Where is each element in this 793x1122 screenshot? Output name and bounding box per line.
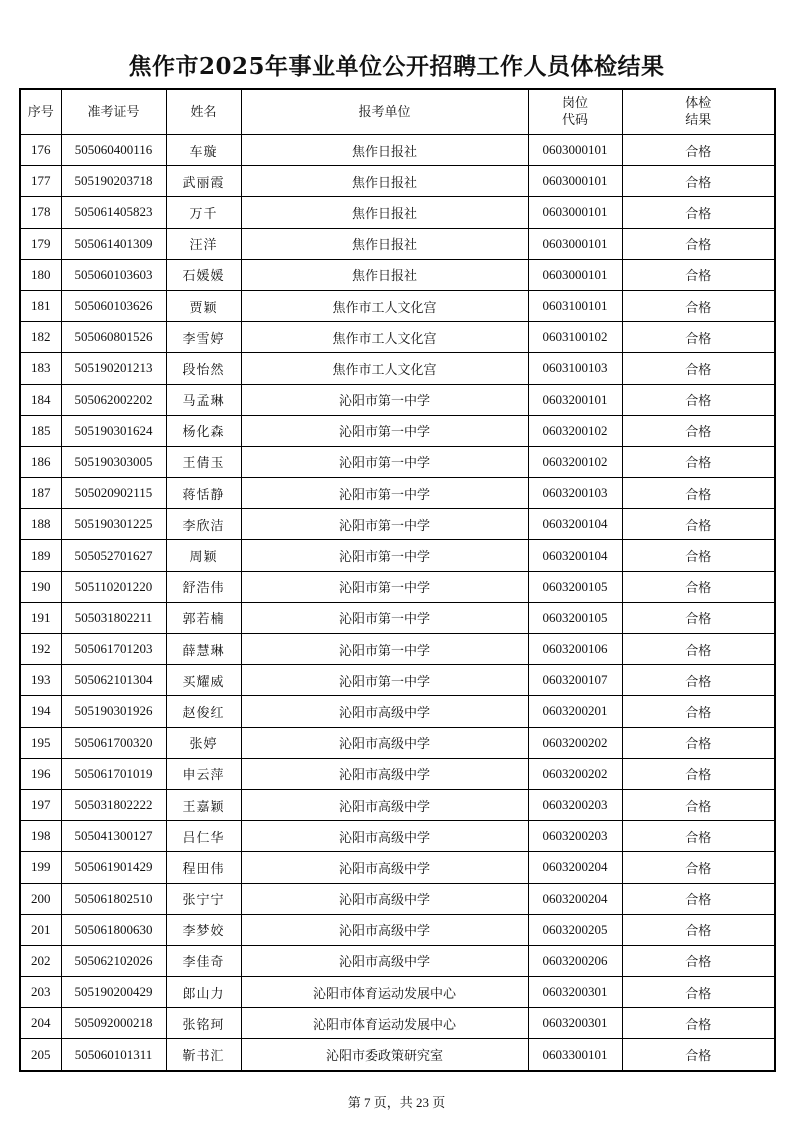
cell-seq: 184 xyxy=(20,384,61,415)
cell-unit: 沁阳市第一中学 xyxy=(241,540,528,571)
page-footer: 第 7 页，共 23 页 xyxy=(347,1095,446,1110)
cell-post-code: 0603000101 xyxy=(528,228,622,259)
cell-unit: 焦作日报社 xyxy=(241,135,528,166)
table-row xyxy=(20,197,775,228)
cell-result: 合格 xyxy=(622,197,775,228)
cell-exam-no: 505190203718 xyxy=(61,166,166,197)
cell-seq: 186 xyxy=(20,446,61,477)
cell-name: 汪洋 xyxy=(166,228,241,259)
cell-exam-no: 505061401309 xyxy=(61,228,166,259)
cell-unit: 焦作市工人文化宫 xyxy=(241,290,528,321)
cell-result: 合格 xyxy=(622,415,775,446)
cell-result: 合格 xyxy=(622,166,775,197)
cell-seq: 203 xyxy=(20,977,61,1008)
cell-result: 合格 xyxy=(622,821,775,852)
header-post-code-line1: 岗位 xyxy=(561,96,588,111)
cell-exam-no: 505061405823 xyxy=(61,197,166,228)
table-row xyxy=(20,446,775,477)
cell-unit: 沁阳市体育运动发展中心 xyxy=(241,977,528,1008)
cell-unit: 沁阳市高级中学 xyxy=(241,883,528,914)
cell-seq: 200 xyxy=(20,883,61,914)
cell-post-code: 0603000101 xyxy=(528,259,622,290)
table-row xyxy=(20,696,775,727)
cell-unit: 沁阳市第一中学 xyxy=(241,602,528,633)
header-post-code-line2: 代码 xyxy=(561,113,588,128)
cell-seq: 177 xyxy=(20,166,61,197)
cell-result: 合格 xyxy=(622,135,775,166)
cell-exam-no: 505061701203 xyxy=(61,634,166,665)
cell-name: 贾颖 xyxy=(166,290,241,321)
cell-unit: 沁阳市高级中学 xyxy=(241,696,528,727)
cell-result: 合格 xyxy=(622,509,775,540)
cell-name: 万千 xyxy=(166,197,241,228)
cell-result: 合格 xyxy=(622,602,775,633)
cell-exam-no: 505041300127 xyxy=(61,821,166,852)
cell-exam-no: 505060101311 xyxy=(61,1039,166,1071)
cell-post-code: 0603200203 xyxy=(528,789,622,820)
cell-unit: 沁阳市高级中学 xyxy=(241,945,528,976)
table-row xyxy=(20,602,775,633)
cell-exam-no: 505190301624 xyxy=(61,415,166,446)
page-title: 焦作市2025年事业单位公开招聘工作人员体检结果 xyxy=(128,53,665,80)
cell-exam-no: 505190301926 xyxy=(61,696,166,727)
cell-unit: 沁阳市高级中学 xyxy=(241,821,528,852)
cell-exam-no: 505062102026 xyxy=(61,945,166,976)
cell-unit: 沁阳市体育运动发展中心 xyxy=(241,1008,528,1039)
cell-unit: 沁阳市高级中学 xyxy=(241,914,528,945)
cell-result: 合格 xyxy=(622,883,775,914)
cell-result: 合格 xyxy=(622,384,775,415)
cell-result: 合格 xyxy=(622,914,775,945)
cell-exam-no: 505061800630 xyxy=(61,914,166,945)
cell-post-code: 0603100101 xyxy=(528,290,622,321)
cell-name: 段怡然 xyxy=(166,353,241,384)
cell-exam-no: 505061700320 xyxy=(61,727,166,758)
cell-post-code: 0603000101 xyxy=(528,197,622,228)
cell-result: 合格 xyxy=(622,789,775,820)
cell-exam-no: 505110201220 xyxy=(61,571,166,602)
cell-seq: 181 xyxy=(20,290,61,321)
cell-post-code: 0603200102 xyxy=(528,415,622,446)
cell-name: 武丽霞 xyxy=(166,166,241,197)
cell-post-code: 0603200105 xyxy=(528,571,622,602)
cell-post-code: 0603200201 xyxy=(528,696,622,727)
table-row xyxy=(20,353,775,384)
cell-name: 薛慧琳 xyxy=(166,634,241,665)
cell-seq: 189 xyxy=(20,540,61,571)
cell-name: 王嘉颖 xyxy=(166,789,241,820)
cell-seq: 183 xyxy=(20,353,61,384)
cell-unit: 沁阳市高级中学 xyxy=(241,727,528,758)
table-row xyxy=(20,852,775,883)
cell-unit: 沁阳市高级中学 xyxy=(241,789,528,820)
cell-unit: 沁阳市委政策研究室 xyxy=(241,1039,528,1071)
cell-post-code: 0603200102 xyxy=(528,446,622,477)
cell-seq: 205 xyxy=(20,1039,61,1071)
cell-name: 吕仁华 xyxy=(166,821,241,852)
header-name: 姓名 xyxy=(166,89,241,135)
cell-seq: 193 xyxy=(20,665,61,696)
cell-post-code: 0603200205 xyxy=(528,914,622,945)
cell-exam-no: 505061901429 xyxy=(61,852,166,883)
cell-post-code: 0603200204 xyxy=(528,852,622,883)
cell-seq: 201 xyxy=(20,914,61,945)
header-exam-no: 准考证号 xyxy=(61,89,166,135)
cell-unit: 沁阳市第一中学 xyxy=(241,415,528,446)
cell-result: 合格 xyxy=(622,665,775,696)
results-table xyxy=(19,88,776,1072)
cell-exam-no: 505061802510 xyxy=(61,883,166,914)
cell-unit: 焦作市工人文化宫 xyxy=(241,353,528,384)
cell-name: 靳书汇 xyxy=(166,1039,241,1071)
cell-seq: 176 xyxy=(20,135,61,166)
cell-unit: 沁阳市第一中学 xyxy=(241,384,528,415)
cell-unit: 焦作市工人文化宫 xyxy=(241,322,528,353)
cell-unit: 沁阳市高级中学 xyxy=(241,758,528,789)
table-row xyxy=(20,322,775,353)
cell-post-code: 0603200101 xyxy=(528,384,622,415)
cell-unit: 沁阳市高级中学 xyxy=(241,852,528,883)
cell-result: 合格 xyxy=(622,571,775,602)
table-row xyxy=(20,821,775,852)
table-row xyxy=(20,727,775,758)
table-row xyxy=(20,945,775,976)
cell-result: 合格 xyxy=(622,945,775,976)
cell-result: 合格 xyxy=(622,228,775,259)
cell-seq: 178 xyxy=(20,197,61,228)
cell-name: 张宁宁 xyxy=(166,883,241,914)
cell-exam-no: 505060400116 xyxy=(61,135,166,166)
cell-unit: 沁阳市第一中学 xyxy=(241,478,528,509)
cell-seq: 188 xyxy=(20,509,61,540)
cell-exam-no: 505062101304 xyxy=(61,665,166,696)
cell-name: 张铭珂 xyxy=(166,1008,241,1039)
header-unit: 报考单位 xyxy=(241,89,528,135)
cell-seq: 196 xyxy=(20,758,61,789)
cell-post-code: 0603100103 xyxy=(528,353,622,384)
cell-result: 合格 xyxy=(622,758,775,789)
cell-post-code: 0603200206 xyxy=(528,945,622,976)
cell-name: 车璇 xyxy=(166,135,241,166)
cell-post-code: 0603200105 xyxy=(528,602,622,633)
cell-exam-no: 505190200429 xyxy=(61,977,166,1008)
cell-post-code: 0603200204 xyxy=(528,883,622,914)
cell-exam-no: 505190301225 xyxy=(61,509,166,540)
cell-post-code: 0603200202 xyxy=(528,727,622,758)
cell-exam-no: 505060103603 xyxy=(61,259,166,290)
cell-result: 合格 xyxy=(622,322,775,353)
cell-name: 石媛媛 xyxy=(166,259,241,290)
cell-seq: 202 xyxy=(20,945,61,976)
cell-post-code: 0603000101 xyxy=(528,166,622,197)
table-row xyxy=(20,665,775,696)
cell-exam-no: 505060801526 xyxy=(61,322,166,353)
cell-unit: 沁阳市第一中学 xyxy=(241,446,528,477)
cell-seq: 180 xyxy=(20,259,61,290)
table-row xyxy=(20,758,775,789)
cell-exam-no: 505031802211 xyxy=(61,602,166,633)
table-row xyxy=(20,1039,775,1071)
cell-name: 王倩玉 xyxy=(166,446,241,477)
cell-post-code: 0603200301 xyxy=(528,977,622,1008)
cell-seq: 187 xyxy=(20,478,61,509)
cell-post-code: 0603200103 xyxy=(528,478,622,509)
cell-result: 合格 xyxy=(622,478,775,509)
cell-exam-no: 505020902115 xyxy=(61,478,166,509)
header-result xyxy=(622,89,775,135)
cell-seq: 185 xyxy=(20,415,61,446)
header-post-code xyxy=(528,89,622,135)
table-row xyxy=(20,228,775,259)
cell-name: 申云萍 xyxy=(166,758,241,789)
cell-result: 合格 xyxy=(622,1008,775,1039)
cell-name: 马孟琳 xyxy=(166,384,241,415)
cell-name: 赵俊红 xyxy=(166,696,241,727)
cell-unit: 焦作日报社 xyxy=(241,259,528,290)
cell-result: 合格 xyxy=(622,290,775,321)
table-row xyxy=(20,166,775,197)
header-result-line1: 体检 xyxy=(685,96,712,111)
cell-result: 合格 xyxy=(622,852,775,883)
cell-seq: 194 xyxy=(20,696,61,727)
cell-exam-no: 505061701019 xyxy=(61,758,166,789)
cell-post-code: 0603200107 xyxy=(528,665,622,696)
table-row xyxy=(20,384,775,415)
cell-post-code: 0603200106 xyxy=(528,634,622,665)
cell-seq: 204 xyxy=(20,1008,61,1039)
cell-unit: 焦作日报社 xyxy=(241,228,528,259)
table-row xyxy=(20,135,775,166)
cell-name: 郎山力 xyxy=(166,977,241,1008)
cell-seq: 197 xyxy=(20,789,61,820)
cell-unit: 沁阳市第一中学 xyxy=(241,665,528,696)
cell-name: 李佳奇 xyxy=(166,945,241,976)
table-row xyxy=(20,977,775,1008)
cell-result: 合格 xyxy=(622,259,775,290)
cell-post-code: 0603200301 xyxy=(528,1008,622,1039)
cell-result: 合格 xyxy=(622,1039,775,1071)
cell-seq: 199 xyxy=(20,852,61,883)
cell-exam-no: 505060103626 xyxy=(61,290,166,321)
cell-seq: 179 xyxy=(20,228,61,259)
cell-name: 蒋恬静 xyxy=(166,478,241,509)
table-row xyxy=(20,571,775,602)
cell-exam-no: 505052701627 xyxy=(61,540,166,571)
header-row xyxy=(20,89,775,135)
cell-unit: 沁阳市第一中学 xyxy=(241,634,528,665)
cell-post-code: 0603300101 xyxy=(528,1039,622,1071)
cell-name: 李梦姣 xyxy=(166,914,241,945)
cell-unit: 沁阳市第一中学 xyxy=(241,571,528,602)
cell-post-code: 0603200202 xyxy=(528,758,622,789)
table-row xyxy=(20,290,775,321)
cell-exam-no: 505092000218 xyxy=(61,1008,166,1039)
cell-name: 舒浩伟 xyxy=(166,571,241,602)
cell-result: 合格 xyxy=(622,696,775,727)
cell-name: 杨化森 xyxy=(166,415,241,446)
header-seq: 序号 xyxy=(20,89,61,135)
cell-exam-no: 505190201213 xyxy=(61,353,166,384)
cell-post-code: 0603200104 xyxy=(528,509,622,540)
cell-name: 李雪婷 xyxy=(166,322,241,353)
cell-result: 合格 xyxy=(622,727,775,758)
cell-seq: 191 xyxy=(20,602,61,633)
cell-post-code: 0603000101 xyxy=(528,135,622,166)
cell-unit: 焦作日报社 xyxy=(241,166,528,197)
cell-exam-no: 505062002202 xyxy=(61,384,166,415)
cell-seq: 190 xyxy=(20,571,61,602)
cell-result: 合格 xyxy=(622,634,775,665)
cell-post-code: 0603100102 xyxy=(528,322,622,353)
table-row xyxy=(20,914,775,945)
cell-name: 程田伟 xyxy=(166,852,241,883)
cell-result: 合格 xyxy=(622,540,775,571)
cell-post-code: 0603200203 xyxy=(528,821,622,852)
cell-name: 郭若楠 xyxy=(166,602,241,633)
cell-unit: 焦作日报社 xyxy=(241,197,528,228)
cell-name: 周颖 xyxy=(166,540,241,571)
table-row xyxy=(20,789,775,820)
table-row xyxy=(20,1008,775,1039)
cell-seq: 195 xyxy=(20,727,61,758)
cell-exam-no: 505190303005 xyxy=(61,446,166,477)
header-result-line2: 结果 xyxy=(685,113,712,128)
table-row xyxy=(20,259,775,290)
table-row xyxy=(20,634,775,665)
cell-name: 买耀威 xyxy=(166,665,241,696)
table-row xyxy=(20,415,775,446)
cell-unit: 沁阳市第一中学 xyxy=(241,509,528,540)
table-row xyxy=(20,540,775,571)
cell-exam-no: 505031802222 xyxy=(61,789,166,820)
cell-seq: 182 xyxy=(20,322,61,353)
cell-seq: 198 xyxy=(20,821,61,852)
cell-seq: 192 xyxy=(20,634,61,665)
cell-result: 合格 xyxy=(622,446,775,477)
table-row xyxy=(20,509,775,540)
cell-result: 合格 xyxy=(622,353,775,384)
cell-result: 合格 xyxy=(622,977,775,1008)
cell-name: 李欣洁 xyxy=(166,509,241,540)
cell-name: 张婷 xyxy=(166,727,241,758)
cell-post-code: 0603200104 xyxy=(528,540,622,571)
table-row xyxy=(20,883,775,914)
table-row xyxy=(20,478,775,509)
